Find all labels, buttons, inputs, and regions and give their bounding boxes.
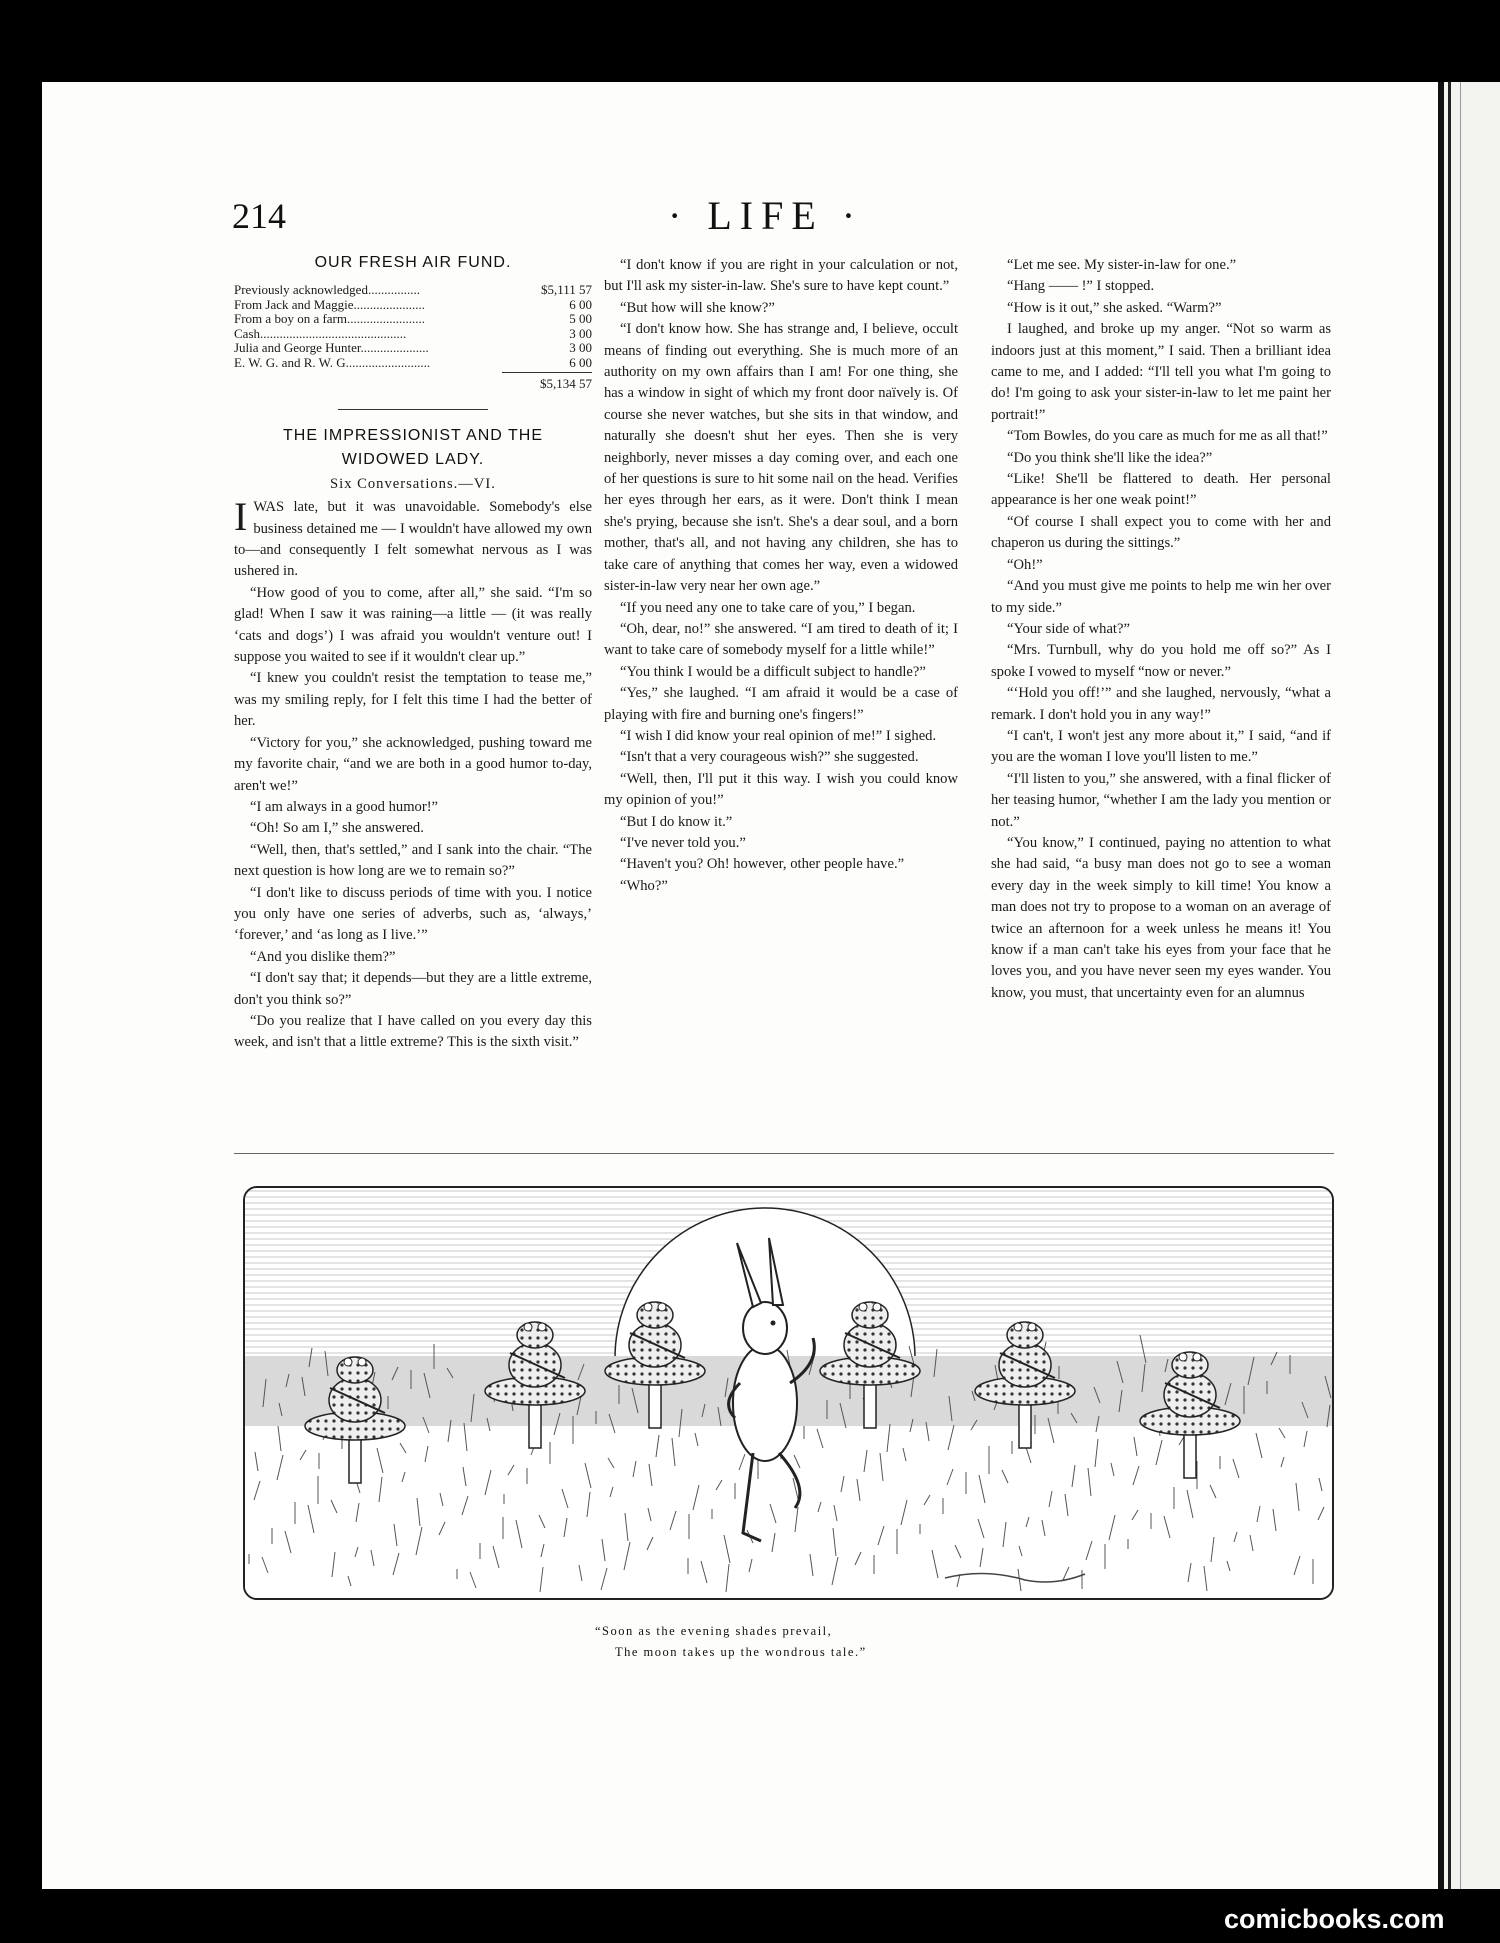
paragraph: “You think I would be a difficult subject to handle?”: [620, 663, 926, 680]
paragraph: “If you need any one to take care of you,” I began.: [620, 599, 916, 616]
illustration-caption: [560, 1621, 1020, 1663]
paragraph: [234, 494, 592, 583]
page-number: 214: [232, 196, 286, 236]
paragraph: “I am always in a good humor!”: [250, 798, 439, 815]
paragraph: “Well, then, I'll put it this way. I wish you could know my opinion of you!”: [604, 770, 958, 809]
paragraph: “Hang —— !” I stopped.: [1007, 278, 1155, 295]
next-page-edge: [1438, 82, 1500, 1889]
paragraph: “How good of you to come, after all,” she said. “I'm so glad! When I saw it was raining—a little — (it was really ‘cats and dogs’) I was afraid you wouldn't venture out! I suppose you waited to see if it wouldn't clear up.”: [234, 584, 592, 666]
paragraph: “You know,” I continued, paying no attention to what she had said, “a busy man does not go to see a woman every day in the week simply to kill time! You know a man does not try to propose to a woman on an average of twice an afternoon for a week unless he means it! You know if a man can't take his eyes from your face that he loves you, and you have never seen my eyes wander. You know, you must, that uncertainty even for an alumnus: [991, 834, 1331, 1001]
fund-row-amount: 6 00: [569, 296, 592, 312]
fund-row: [234, 327, 592, 342]
paragraph: “How is it out,” she asked. “Warm?”: [1007, 299, 1222, 316]
paragraph: “But how will she know?”: [620, 299, 775, 316]
column-3-body: [991, 255, 1331, 1004]
masthead-title: · LIFE ·: [668, 193, 864, 238]
paragraph: “Do you think she'll like the idea?”: [1007, 449, 1213, 466]
paragraph: “I don't like to discuss periods of time with you. I notice you only have one series of adverbs, such as, ‘always,’ ‘forever,’ and ‘as long as I live.’”: [234, 884, 592, 944]
fund-row-label: From Jack and Maggie......................: [234, 297, 426, 312]
fund-row-label: Previously acknowledged................: [234, 283, 420, 298]
paragraph: “Oh!”: [1007, 556, 1043, 573]
story-subtitle: Six Conversations.—VI.: [330, 475, 496, 492]
fund-table: [234, 283, 592, 370]
paragraph: “Isn't that a very courageous wish?” she suggested.: [620, 749, 919, 766]
paragraph: “But I do know it.”: [620, 813, 733, 830]
paragraph: “Mrs. Turnbull, why do you hold me off so?” As I spoke I vowed to myself “now or never.”: [991, 642, 1331, 680]
paragraph: “‘Hold you off!’” and she laughed, nervously, “what a remark. I don't hold you in any way!”: [991, 685, 1331, 723]
paragraph: “I don't say that; it depends—but they are a little extreme, don't you think so?”: [234, 970, 592, 1008]
fund-row-label: E. W. G. and R. W. G..........................: [234, 355, 431, 370]
column-2-body: [604, 255, 958, 897]
fund-row: [234, 312, 592, 327]
paragraph: “Your side of what?”: [1007, 620, 1130, 637]
fund-row: [234, 298, 592, 313]
caption-line-2: The moon takes up the wondrous tale.”: [615, 1645, 867, 1659]
caption-line-1: “Soon as the evening shades prevail,: [595, 1624, 833, 1638]
story-title-line-1: THE IMPRESSIONIST AND THE: [282, 426, 543, 444]
paragraph: “I knew you couldn't resist the temptation to tease me,” was my smiling reply, for I felt this time I had the better of her.: [234, 670, 592, 730]
paragraph: “I'll listen to you,” she answered, with a final flicker of her teasing humor, “whether I am the lady you mention or not.”: [991, 770, 1331, 830]
fund-row: [234, 341, 592, 356]
column-3: [991, 255, 1331, 1004]
paragraph: “Well, then, that's settled,” and I sank into the chair. “The next question is how long are we to remain so?”: [234, 841, 592, 880]
column-2: [604, 255, 958, 897]
divider: [338, 409, 488, 410]
fund-row: [234, 356, 592, 371]
paragraph-text: WAS late, but it was unavoidable. Somebody's else business detained me — I wouldn't have allowed my own to—and consequently I felt somewhat nervous as I was ushered in.: [234, 499, 592, 580]
fund-row-amount: 3 00: [569, 340, 592, 356]
paragraph: “I wish I did know your real opinion of me!” I sighed.: [620, 727, 937, 744]
page-rule: [234, 1153, 1334, 1154]
paragraph: “Like! She'll be flattered to death. Her personal appearance is her one weak point!”: [991, 471, 1331, 509]
fund-row-amount: $5,111 57: [540, 282, 592, 298]
paragraph: “Do you realize that I have called on you every day this week, and isn't that a little extreme? This is the sixth visit.”: [234, 1012, 592, 1051]
story-title-line-2: WIDOWED LADY.: [341, 450, 485, 468]
fund-row-amount: 6 00: [569, 354, 592, 370]
fund-row: [234, 283, 592, 298]
fund-row-label: Julia and George Hunter.....................: [234, 341, 429, 356]
column-1: [234, 252, 592, 1054]
paragraph: “Of course I shall expect you to come with her and chaperon us during the sittings.”: [991, 513, 1331, 552]
paragraph: “I've never told you.”: [620, 834, 746, 851]
paragraph: “I can't, I won't jest any more about it,” I said, “and if you are the woman I love you'll listen to me.”: [991, 727, 1331, 766]
paragraph: “Haven't you? Oh! however, other people have.”: [620, 856, 905, 873]
illustration-frog-band: [243, 1186, 1334, 1600]
paragraph: “Let me see. My sister-in-law for one.”: [1007, 257, 1237, 273]
paragraph: “I don't know if you are right in your calculation or not, but I'll ask my sister-in-law. She's sure to have kept count.”: [604, 257, 958, 295]
fund-title: OUR FRESH AIR FUND.: [314, 254, 512, 271]
fund-total: $5,134 57: [502, 372, 592, 394]
paragraph: “I don't know how. She has strange and, I believe, occult means of finding out everything. She is much more of an authority on my own affairs than I am! For one thing, she has a window in sight of which my front door naïvely is. Of course she never watches, but she sits in that window, and naturally she doesn't shut her eyes. Then she is very neighborly, never misses a day coming over, and each one of her questions is sure to hit some nail on the head. Verifies her eyes through her ears, as it were. Don't think I mean she's prying, because she isn't. She's a dear soul, and a born mother, that's all, and not having any children, she has to take care of anything that comes her way, even a widowed sister-in-law very near her own age.”: [604, 321, 958, 595]
paragraph: “Oh, dear, no!” she answered. “I am tired to death of it; I want to take care of somebody myself for a little while!”: [604, 620, 958, 659]
paragraph: “Tom Bowles, do you care as much for me as all that!”: [1007, 428, 1328, 445]
watermark: comicbooks.com: [1224, 1904, 1445, 1934]
fund-row-label: From a boy on a farm........................: [234, 312, 426, 327]
paragraph: “And you dislike them?”: [250, 948, 396, 965]
fund-row-amount: 5 00: [569, 311, 592, 327]
paragraph: “Victory for you,” she acknowledged, pushing toward me my favorite chair, “and we are both in a good humor to-day, aren't we!”: [234, 734, 592, 794]
paragraph: “And you must give me points to help me win her over to my side.”: [991, 578, 1331, 616]
drop-cap: I: [234, 494, 248, 540]
fund-row-amount: 3 00: [569, 325, 592, 341]
paragraph: “Who?”: [620, 877, 668, 894]
paragraph: “Yes,” she laughed. “I am afraid it would be a case of playing with fire and burning one's fingers!”: [604, 685, 958, 723]
column-1-body: [234, 494, 592, 1054]
paragraph: I laughed, and broke up my anger. “Not so warm as indoors just at this moment,” I said. Then a brilliant idea came to me, and I added: “I'll tell you what I'm going to do! I'm going to ask your sister-in-law to let me paint her portrait!”: [991, 321, 1331, 423]
paragraph: “Oh! So am I,” she answered.: [250, 820, 424, 837]
fund-row-label: Cash.............................................: [234, 326, 407, 341]
